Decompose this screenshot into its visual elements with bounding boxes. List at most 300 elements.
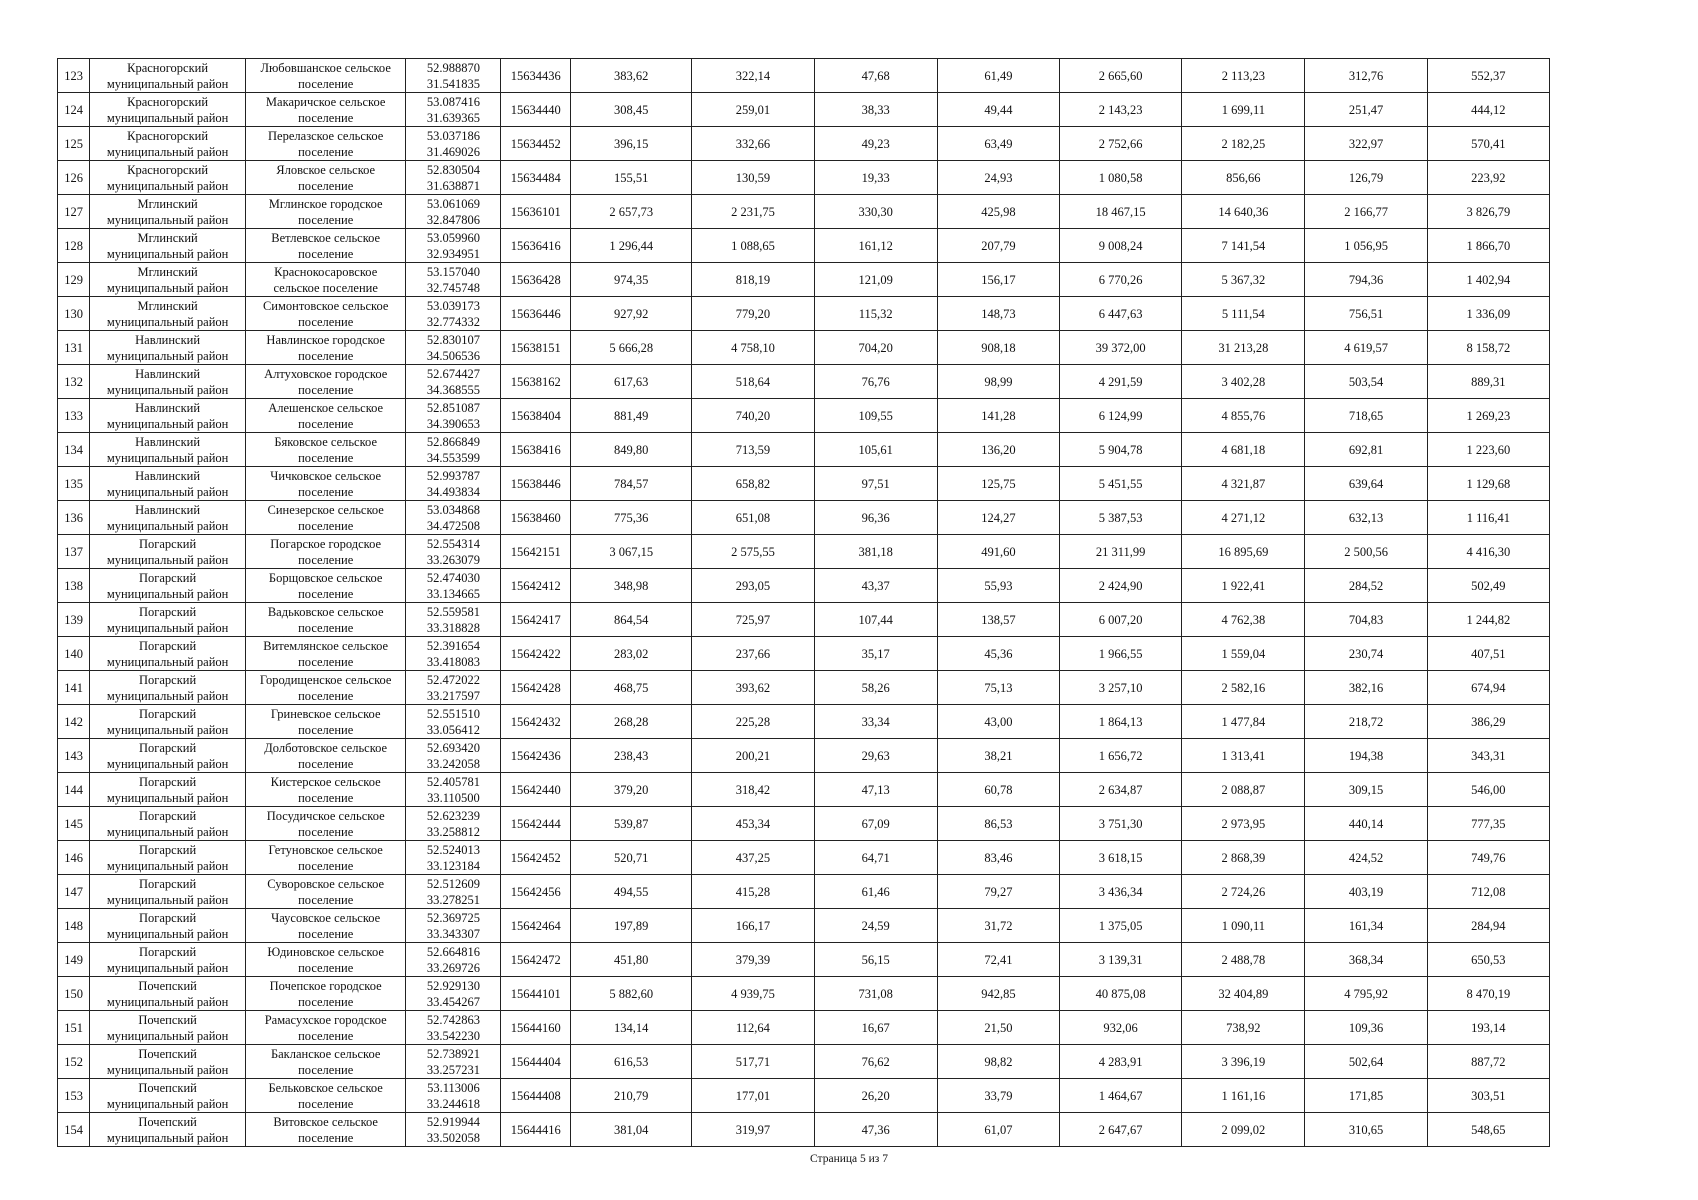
cell-line: Любовшанское сельское xyxy=(260,60,391,75)
value-cell-1: 283,02 xyxy=(571,637,692,671)
value-cell-8: 4 416,30 xyxy=(1427,535,1549,569)
code-cell: 15634436 xyxy=(501,59,571,93)
cell-line: 53.113006 xyxy=(427,1080,480,1095)
table-row xyxy=(58,671,1550,705)
table-row xyxy=(58,1113,1550,1147)
cell-line: муниципальный район xyxy=(106,722,229,737)
cell-line: Погарский xyxy=(138,842,197,857)
cell-line: Яловское сельское xyxy=(276,162,376,177)
value-cell-4: 156,17 xyxy=(937,263,1059,297)
district-cell xyxy=(90,59,246,93)
value-cell-5: 5 451,55 xyxy=(1060,467,1182,501)
table-row xyxy=(58,773,1550,807)
settlement-cell xyxy=(245,841,406,875)
table-row xyxy=(58,943,1550,977)
cell-line: поселение xyxy=(298,1096,354,1111)
cell-line: Навлинский xyxy=(135,468,201,483)
value-cell-6: 32 404,89 xyxy=(1182,977,1305,1011)
value-cell-4: 98,99 xyxy=(937,365,1059,399)
cell-line: Бяковское сельское xyxy=(274,434,377,449)
value-cell-4: 425,98 xyxy=(937,195,1059,229)
district-cell xyxy=(90,637,246,671)
value-cell-8: 777,35 xyxy=(1427,807,1549,841)
value-cell-1: 5 666,28 xyxy=(571,331,692,365)
value-cell-8: 284,94 xyxy=(1427,909,1549,943)
settlement-cell xyxy=(245,433,406,467)
value-cell-4: 125,75 xyxy=(937,467,1059,501)
cell-line: муниципальный район xyxy=(106,348,229,363)
code-cell: 15636101 xyxy=(501,195,571,229)
value-cell-6: 5 111,54 xyxy=(1182,297,1305,331)
cell-line: муниципальный район xyxy=(106,382,229,397)
value-cell-7: 171,85 xyxy=(1305,1079,1427,1113)
coordinates-cell xyxy=(406,977,501,1011)
settlement-cell xyxy=(245,297,406,331)
value-cell-5: 3 618,15 xyxy=(1060,841,1182,875)
cell-line: Навлинское городское xyxy=(266,332,385,347)
coordinates-cell xyxy=(406,331,501,365)
value-cell-6: 7 141,54 xyxy=(1182,229,1305,263)
value-cell-7: 794,36 xyxy=(1305,263,1427,297)
settlement-cell xyxy=(245,161,406,195)
cell-line: Чаусовское сельское xyxy=(271,910,381,925)
cell-line: муниципальный район xyxy=(106,688,229,703)
value-cell-3: 105,61 xyxy=(814,433,937,467)
cell-line: Красногорский xyxy=(127,60,209,75)
settlement-cell xyxy=(245,875,406,909)
value-cell-1: 379,20 xyxy=(571,773,692,807)
settlement-cell xyxy=(245,229,406,263)
value-cell-2: 259,01 xyxy=(692,93,814,127)
value-cell-7: 424,52 xyxy=(1305,841,1427,875)
cell-line: поселение xyxy=(298,688,354,703)
value-cell-1: 134,14 xyxy=(571,1011,692,1045)
value-cell-6: 4 321,87 xyxy=(1182,467,1305,501)
cell-line: поселение xyxy=(298,382,354,397)
value-cell-2: 332,66 xyxy=(692,127,814,161)
district-cell xyxy=(90,569,246,603)
cell-line: Перелазское сельское xyxy=(268,128,384,143)
district-cell xyxy=(90,603,246,637)
coordinates-cell xyxy=(406,739,501,773)
value-cell-5: 3 436,34 xyxy=(1060,875,1182,909)
value-cell-1: 927,92 xyxy=(571,297,692,331)
cell-line: 52.369725 xyxy=(426,910,481,925)
cell-line: Витовское сельское xyxy=(273,1114,378,1129)
cell-line: Рамасухское городское xyxy=(264,1012,387,1027)
cell-line: поселение xyxy=(298,858,354,873)
coordinates-cell xyxy=(406,501,501,535)
value-cell-6: 1 161,16 xyxy=(1182,1079,1305,1113)
value-cell-1: 974,35 xyxy=(571,263,692,297)
coordinates-cell xyxy=(406,535,501,569)
value-cell-5: 21 311,99 xyxy=(1060,535,1182,569)
value-cell-8: 1 336,09 xyxy=(1427,297,1549,331)
settlement-cell xyxy=(245,501,406,535)
value-cell-8: 1 269,23 xyxy=(1427,399,1549,433)
coordinates-cell xyxy=(406,365,501,399)
cell-line: 33.217597 xyxy=(426,688,481,703)
code-cell: 15642472 xyxy=(501,943,571,977)
cell-line: муниципальный район xyxy=(106,144,229,159)
cell-line: Макаричское сельское xyxy=(265,94,386,109)
cell-line: поселение xyxy=(298,314,354,329)
coordinates-cell xyxy=(406,637,501,671)
cell-line: Гриневское сельское xyxy=(270,706,381,721)
table-row xyxy=(58,229,1550,263)
value-cell-8: 502,49 xyxy=(1427,569,1549,603)
coordinates-cell xyxy=(406,1011,501,1045)
value-cell-5: 4 283,91 xyxy=(1060,1045,1182,1079)
value-cell-6: 1 090,11 xyxy=(1182,909,1305,943)
row-number-cell: 145 xyxy=(58,807,90,841)
cell-line: Навлинский xyxy=(135,332,201,347)
value-cell-8: 674,94 xyxy=(1427,671,1549,705)
cell-line: Мглинский xyxy=(137,298,198,313)
settlement-cell xyxy=(245,331,406,365)
cell-line: муниципальный район xyxy=(106,892,229,907)
table-row xyxy=(58,535,1550,569)
row-number-cell: 139 xyxy=(58,603,90,637)
district-cell xyxy=(90,705,246,739)
cell-line: 32.745748 xyxy=(426,280,481,295)
table-row xyxy=(58,195,1550,229)
value-cell-4: 45,36 xyxy=(937,637,1059,671)
value-cell-3: 35,17 xyxy=(814,637,937,671)
cell-line: 34.368555 xyxy=(426,382,481,397)
cell-line: Почепское городское xyxy=(269,978,382,993)
cell-line: 53.059960 xyxy=(426,230,481,245)
value-cell-1: 494,55 xyxy=(571,875,692,909)
code-cell: 15638151 xyxy=(501,331,571,365)
cell-line: 52.405781 xyxy=(426,774,481,789)
coordinates-cell xyxy=(406,1045,501,1079)
code-cell: 15642412 xyxy=(501,569,571,603)
value-cell-6: 16 895,69 xyxy=(1182,535,1305,569)
value-cell-2: 725,97 xyxy=(692,603,814,637)
cell-line: Мглинский xyxy=(137,196,198,211)
district-cell xyxy=(90,841,246,875)
row-number-cell: 151 xyxy=(58,1011,90,1045)
district-cell xyxy=(90,875,246,909)
cell-line: Городищенское сельское xyxy=(259,672,392,687)
cell-line: муниципальный район xyxy=(106,1028,229,1043)
cell-line: Почепский xyxy=(138,1080,197,1095)
coordinates-cell xyxy=(406,875,501,909)
cell-line: Навлинский xyxy=(135,434,201,449)
coordinates-cell xyxy=(406,467,501,501)
data-table xyxy=(57,58,1550,1147)
value-cell-2: 322,14 xyxy=(692,59,814,93)
cell-line: муниципальный район xyxy=(106,280,229,295)
coordinates-cell xyxy=(406,603,501,637)
cell-line: 33.269726 xyxy=(426,960,481,975)
value-cell-8: 193,14 xyxy=(1427,1011,1549,1045)
value-cell-5: 9 008,24 xyxy=(1060,229,1182,263)
settlement-cell xyxy=(245,807,406,841)
cell-line: поселение xyxy=(298,1062,354,1077)
value-cell-3: 704,20 xyxy=(814,331,937,365)
value-cell-6: 4 762,38 xyxy=(1182,603,1305,637)
cell-line: поселение xyxy=(298,994,354,1009)
settlement-cell xyxy=(245,195,406,229)
value-cell-5: 2 634,87 xyxy=(1060,773,1182,807)
table-row xyxy=(58,263,1550,297)
value-cell-5: 2 647,67 xyxy=(1060,1113,1182,1147)
value-cell-2: 517,71 xyxy=(692,1045,814,1079)
table-row xyxy=(58,637,1550,671)
value-cell-2: 4 939,75 xyxy=(692,977,814,1011)
row-number-cell: 135 xyxy=(58,467,90,501)
row-number-cell: 146 xyxy=(58,841,90,875)
settlement-cell xyxy=(245,467,406,501)
row-number-cell: 136 xyxy=(58,501,90,535)
cell-line: 34.390653 xyxy=(426,416,481,431)
cell-line: сельское поселение xyxy=(273,280,378,295)
settlement-cell xyxy=(245,399,406,433)
value-cell-7: 109,36 xyxy=(1305,1011,1427,1045)
value-cell-4: 75,13 xyxy=(937,671,1059,705)
cell-line: муниципальный район xyxy=(106,994,229,1009)
value-cell-1: 238,43 xyxy=(571,739,692,773)
cell-line: Красногорский xyxy=(127,162,209,177)
code-cell: 15636416 xyxy=(501,229,571,263)
value-cell-5: 4 291,59 xyxy=(1060,365,1182,399)
cell-line: 52.830107 xyxy=(426,332,481,347)
settlement-cell xyxy=(245,1079,406,1113)
value-cell-5: 6 007,20 xyxy=(1060,603,1182,637)
cell-line: 31.541835 xyxy=(426,76,481,91)
table-row xyxy=(58,127,1550,161)
cell-line: 52.674427 xyxy=(426,366,481,381)
value-cell-3: 107,44 xyxy=(814,603,937,637)
settlement-cell xyxy=(245,1045,406,1079)
value-cell-1: 451,80 xyxy=(571,943,692,977)
value-cell-7: 322,97 xyxy=(1305,127,1427,161)
value-cell-7: 194,38 xyxy=(1305,739,1427,773)
value-cell-7: 403,19 xyxy=(1305,875,1427,909)
cell-line: 34.472508 xyxy=(426,518,481,533)
cell-line: муниципальный район xyxy=(106,552,229,567)
value-cell-8: 650,53 xyxy=(1427,943,1549,977)
cell-line: 52.738921 xyxy=(426,1046,481,1061)
coordinates-cell xyxy=(406,161,501,195)
coordinates-cell xyxy=(406,399,501,433)
value-cell-8: 712,08 xyxy=(1427,875,1549,909)
value-cell-3: 38,33 xyxy=(814,93,937,127)
row-number-cell: 130 xyxy=(58,297,90,331)
value-cell-5: 3 257,10 xyxy=(1060,671,1182,705)
code-cell: 15644408 xyxy=(501,1079,571,1113)
row-number-cell: 149 xyxy=(58,943,90,977)
value-cell-3: 381,18 xyxy=(814,535,937,569)
value-cell-4: 43,00 xyxy=(937,705,1059,739)
value-cell-5: 1 864,13 xyxy=(1060,705,1182,739)
table-row xyxy=(58,365,1550,399)
value-cell-5: 39 372,00 xyxy=(1060,331,1182,365)
cell-line: муниципальный район xyxy=(106,314,229,329)
cell-line: 33.244618 xyxy=(426,1096,481,1111)
cell-line: 32.934951 xyxy=(426,246,481,261)
cell-line: 33.056412 xyxy=(426,722,481,737)
value-cell-7: 309,15 xyxy=(1305,773,1427,807)
coordinates-cell xyxy=(406,773,501,807)
value-cell-8: 8 158,72 xyxy=(1427,331,1549,365)
district-cell xyxy=(90,365,246,399)
row-number-cell: 153 xyxy=(58,1079,90,1113)
district-cell xyxy=(90,977,246,1011)
code-cell: 15642422 xyxy=(501,637,571,671)
cell-line: Гетуновское сельское xyxy=(268,842,383,857)
value-cell-7: 230,74 xyxy=(1305,637,1427,671)
cell-line: 33.258812 xyxy=(426,824,481,839)
value-cell-8: 548,65 xyxy=(1427,1113,1549,1147)
cell-line: 52.929130 xyxy=(426,978,481,993)
value-cell-7: 440,14 xyxy=(1305,807,1427,841)
cell-line: 52.551510 xyxy=(426,706,481,721)
cell-line: 52.559581 xyxy=(426,604,481,619)
cell-line: Алтуховское городское xyxy=(264,366,388,381)
district-cell xyxy=(90,263,246,297)
value-cell-8: 223,92 xyxy=(1427,161,1549,195)
value-cell-6: 2 113,23 xyxy=(1182,59,1305,93)
code-cell: 15644416 xyxy=(501,1113,571,1147)
value-cell-4: 55,93 xyxy=(937,569,1059,603)
row-number-cell: 147 xyxy=(58,875,90,909)
row-number-cell: 133 xyxy=(58,399,90,433)
cell-line: 34.493834 xyxy=(426,484,481,499)
value-cell-4: 148,73 xyxy=(937,297,1059,331)
cell-line: поселение xyxy=(298,416,354,431)
table-row xyxy=(58,807,1550,841)
value-cell-2: 651,08 xyxy=(692,501,814,535)
coordinates-cell xyxy=(406,127,501,161)
code-cell: 15642151 xyxy=(501,535,571,569)
cell-line: Бельковское сельское xyxy=(268,1080,383,1095)
value-cell-3: 24,59 xyxy=(814,909,937,943)
district-cell xyxy=(90,501,246,535)
district-cell xyxy=(90,161,246,195)
value-cell-8: 444,12 xyxy=(1427,93,1549,127)
value-cell-2: 2 575,55 xyxy=(692,535,814,569)
cell-line: муниципальный район xyxy=(106,450,229,465)
value-cell-4: 31,72 xyxy=(937,909,1059,943)
cell-line: поселение xyxy=(298,246,354,261)
coordinates-cell xyxy=(406,433,501,467)
cell-line: Почепский xyxy=(138,1114,197,1129)
value-cell-7: 1 056,95 xyxy=(1305,229,1427,263)
value-cell-1: 210,79 xyxy=(571,1079,692,1113)
cell-line: 52.472022 xyxy=(426,672,481,687)
settlement-cell xyxy=(245,909,406,943)
code-cell: 15638446 xyxy=(501,467,571,501)
value-cell-8: 749,76 xyxy=(1427,841,1549,875)
coordinates-cell xyxy=(406,59,501,93)
cell-line: 33.257231 xyxy=(426,1062,481,1077)
cell-line: Юдиновское сельское xyxy=(267,944,384,959)
coordinates-cell xyxy=(406,195,501,229)
value-cell-7: 4 619,57 xyxy=(1305,331,1427,365)
cell-line: муниципальный район xyxy=(106,178,229,193)
cell-line: поселение xyxy=(298,110,354,125)
cell-line: Кистерское сельское xyxy=(270,774,381,789)
code-cell: 15636428 xyxy=(501,263,571,297)
cell-line: 31.639365 xyxy=(426,110,481,125)
value-cell-2: 318,42 xyxy=(692,773,814,807)
value-cell-3: 47,68 xyxy=(814,59,937,93)
cell-line: 53.157040 xyxy=(426,264,481,279)
cell-line: муниципальный район xyxy=(106,1130,229,1145)
value-cell-2: 379,39 xyxy=(692,943,814,977)
district-cell xyxy=(90,399,246,433)
cell-line: поселение xyxy=(298,178,354,193)
row-number-cell: 123 xyxy=(58,59,90,93)
cell-line: 52.742863 xyxy=(426,1012,481,1027)
coordinates-cell xyxy=(406,1113,501,1147)
cell-line: Почепский xyxy=(138,1012,197,1027)
value-cell-7: 756,51 xyxy=(1305,297,1427,331)
value-cell-5: 1 464,67 xyxy=(1060,1079,1182,1113)
table-row xyxy=(58,603,1550,637)
value-cell-2: 293,05 xyxy=(692,569,814,603)
value-cell-3: 97,51 xyxy=(814,467,937,501)
cell-line: Погарский xyxy=(138,876,197,891)
code-cell: 15642417 xyxy=(501,603,571,637)
value-cell-4: 60,78 xyxy=(937,773,1059,807)
row-number-cell: 131 xyxy=(58,331,90,365)
value-cell-2: 393,62 xyxy=(692,671,814,705)
value-cell-6: 5 367,32 xyxy=(1182,263,1305,297)
value-cell-8: 343,31 xyxy=(1427,739,1549,773)
table-row xyxy=(58,875,1550,909)
value-cell-8: 1 116,41 xyxy=(1427,501,1549,535)
code-cell: 15642452 xyxy=(501,841,571,875)
value-cell-5: 2 665,60 xyxy=(1060,59,1182,93)
settlement-cell xyxy=(245,569,406,603)
cell-line: 33.242058 xyxy=(426,756,481,771)
value-cell-4: 908,18 xyxy=(937,331,1059,365)
value-cell-7: 126,79 xyxy=(1305,161,1427,195)
cell-line: муниципальный район xyxy=(106,654,229,669)
table-row xyxy=(58,501,1550,535)
row-number-cell: 124 xyxy=(58,93,90,127)
code-cell: 15642456 xyxy=(501,875,571,909)
district-cell xyxy=(90,195,246,229)
value-cell-5: 2 752,66 xyxy=(1060,127,1182,161)
value-cell-4: 61,49 xyxy=(937,59,1059,93)
cell-line: Ветлевское сельское xyxy=(271,230,381,245)
cell-line: муниципальный район xyxy=(106,110,229,125)
settlement-cell xyxy=(245,59,406,93)
district-cell xyxy=(90,433,246,467)
table-row xyxy=(58,569,1550,603)
cell-line: 52.851087 xyxy=(426,400,481,415)
cell-line: Долботовское сельское xyxy=(264,740,388,755)
row-number-cell: 128 xyxy=(58,229,90,263)
district-cell xyxy=(90,331,246,365)
value-cell-5: 6 447,63 xyxy=(1060,297,1182,331)
value-cell-7: 312,76 xyxy=(1305,59,1427,93)
district-cell xyxy=(90,671,246,705)
code-cell: 15644160 xyxy=(501,1011,571,1045)
cell-line: 32.847806 xyxy=(426,212,481,227)
value-cell-6: 1 699,11 xyxy=(1182,93,1305,127)
cell-line: муниципальный район xyxy=(106,416,229,431)
district-cell xyxy=(90,1079,246,1113)
cell-line: 52.830504 xyxy=(426,162,481,177)
cell-line: Погарский xyxy=(138,910,197,925)
district-cell xyxy=(90,1113,246,1147)
